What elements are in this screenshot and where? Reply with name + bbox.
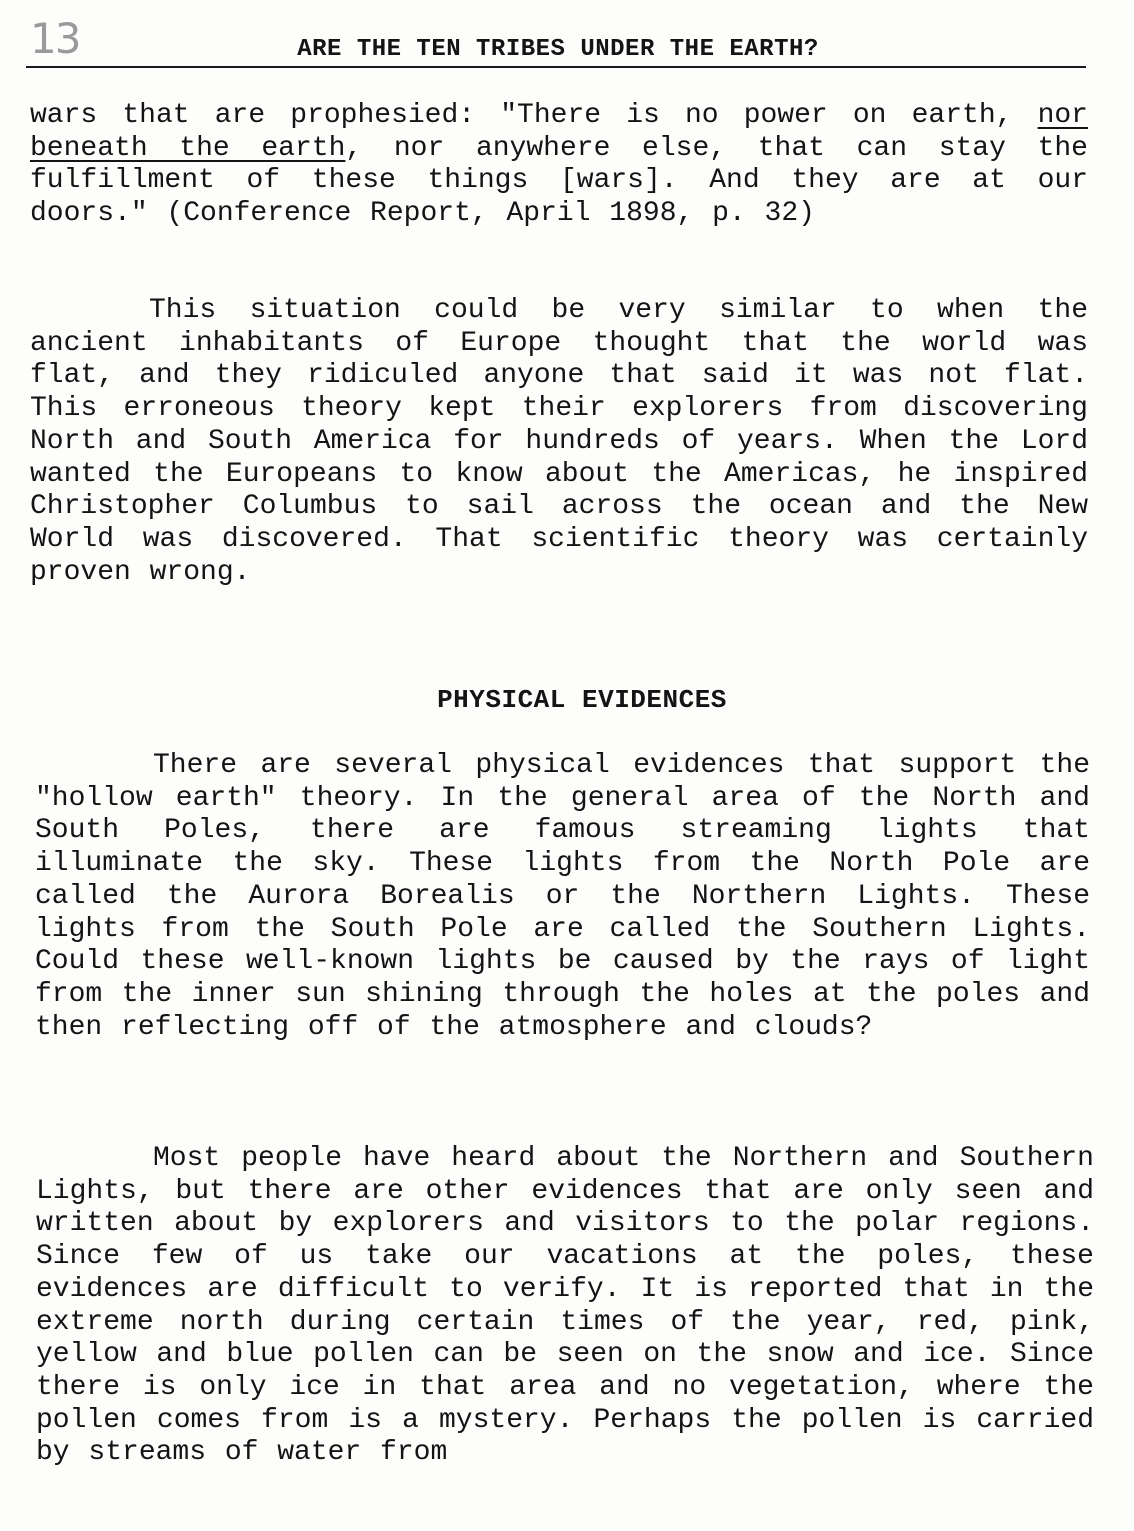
header-rule (26, 66, 1086, 68)
underlined-phrase: nor beneath the earth (30, 100, 1088, 164)
quote-text-end: , nor anywhere else, that can stay the fulfillment of these things [wars]. And they are at our doors." (Conference Report, April 1898, p. 32) (30, 132, 1088, 230)
paragraph-quote (30, 100, 1088, 231)
section-heading: PHYSICAL EVIDENCES (437, 685, 727, 715)
page-number: 13 (30, 14, 80, 63)
quote-text-start: wars that are prophesied: "There is no power on earth, (30, 100, 1038, 131)
paragraph-flat-earth: This situation could be very similar to when the ancient inhabitants of Europe thought that the world was flat, and they ridiculed anyone that said it was not flat. This erroneous theory kept their explorers from discovering North and South America for hundreds of years. When the Lord wanted the Europeans to know about the Americas, he inspired Christopher Columbus to sail across the ocean and the New World was discovered. That scientific theory was certainly proven wrong. (30, 295, 1088, 588)
paragraph-physical-evidences: There are several physical evidences that support the "hollow earth" theory. In the general area of the North and South Poles, there are famous streaming lights that illuminate the sky. These lights from the North Pole are called the Aurora Borealis or the Northern Lights. These lights from the South Pole are called the Southern Lights. Could these well-known lights be caused by the rays of light from the inner sun shining through the holes at the poles and then reflecting off of the atmosphere and clouds? (35, 750, 1090, 1043)
paragraph-polar-pollen: Most people have heard about the Northern and Southern Lights, but there are other evidences that are only seen and written about by explorers and visitors to the polar regions. Since few of us take our vacations at the poles, these evidences are difficult to verify. It is reported that in the extreme north during certain times of the year, red, pink, yellow and blue pollen can be seen on the snow and ice. Since there is only ice in that area and no vegetation, where the pollen comes from is a mystery. Perhaps the pollen is carried by streams of water from (36, 1143, 1094, 1469)
running-head-title: ARE THE TEN TRIBES UNDER THE EARTH? (297, 36, 819, 63)
